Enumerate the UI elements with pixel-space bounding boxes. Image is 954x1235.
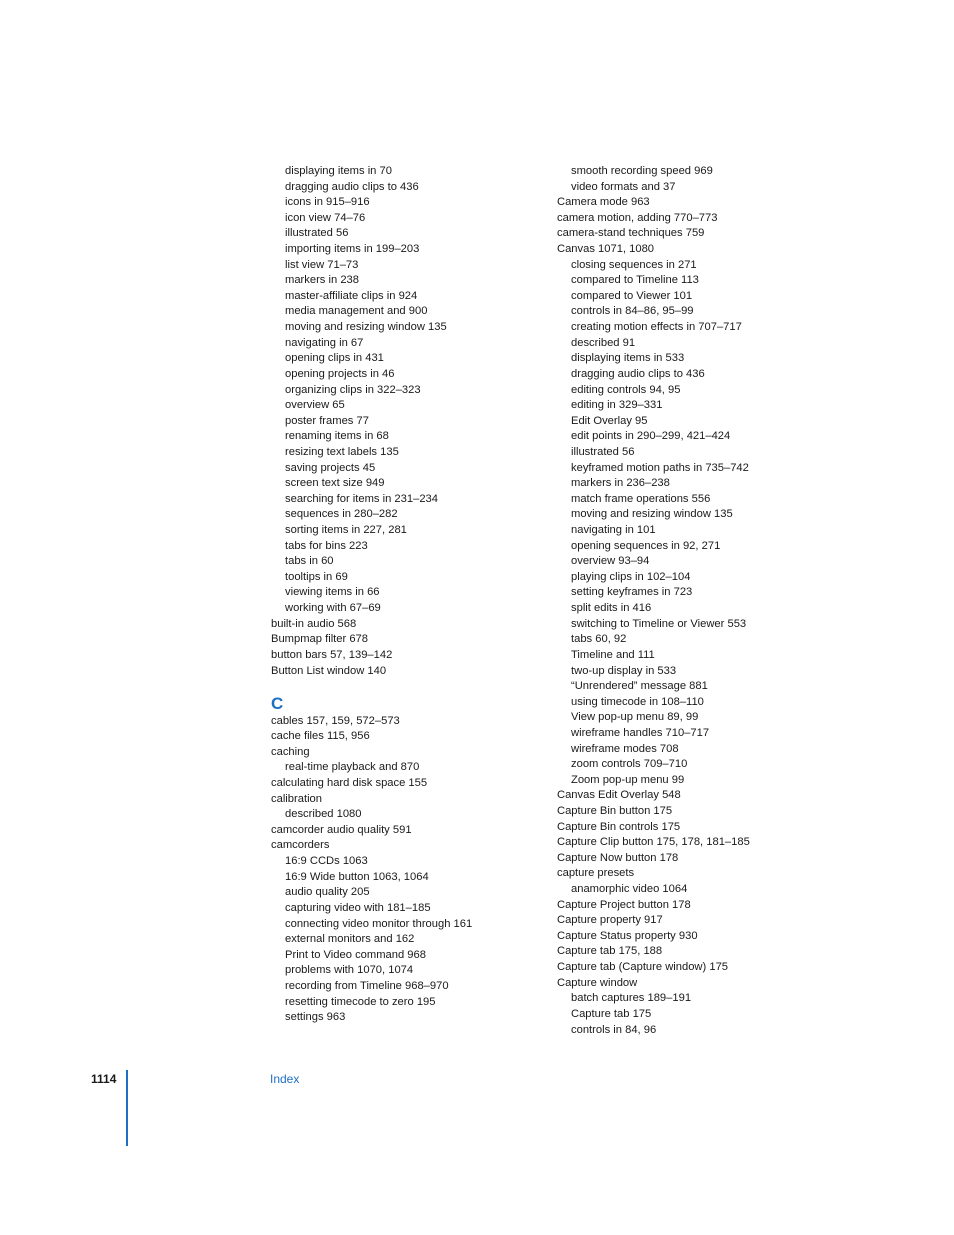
index-subentry: closing sequences in 271 [571, 258, 697, 271]
index-subentry: creating motion effects in 707–717 [571, 321, 742, 334]
index-subentry: match frame operations 556 [571, 492, 711, 505]
index-subentry: tabs 60, 92 [571, 633, 627, 646]
index-subentry: zoom controls 709–710 [571, 758, 688, 771]
index-entry: Canvas Edit Overlay 548 [557, 789, 681, 802]
index-entry: Capture Status property 930 [557, 929, 698, 942]
index-subentry: dragging audio clips to 436 [285, 180, 419, 193]
index-subentry: smooth recording speed 969 [571, 165, 713, 177]
index-subentry: tooltips in 69 [285, 570, 348, 583]
index-subentry: icons in 915–916 [285, 196, 370, 209]
index-entry: Capture tab (Capture window) 175 [557, 961, 729, 974]
index-entry: cables 157, 159, 572–573 [271, 714, 400, 727]
index-entry: calculating hard disk space 155 [271, 777, 428, 790]
index-subentry: navigating in 101 [571, 524, 656, 537]
index-entry: caching [271, 745, 310, 758]
index-subentry: batch captures 189–191 [571, 992, 692, 1005]
index-subentry: setting keyframes in 723 [571, 586, 693, 599]
index-subentry: moving and resizing window 135 [571, 508, 733, 521]
index-subentry: sorting items in 227, 281 [285, 524, 407, 537]
index-subentry: capturing video with 181–185 [285, 901, 431, 914]
index-subentry: audio quality 205 [285, 886, 370, 899]
index-subentry: two-up display in 533 [571, 664, 677, 677]
index-subentry: markers in 238 [285, 274, 359, 287]
index-subentry: working with 67–69 [285, 602, 381, 615]
index-subentry: markers in 236–238 [571, 477, 670, 490]
index-subentry: controls in 84, 96 [571, 1023, 657, 1036]
index-subentry: icon view 74–76 [285, 211, 366, 224]
index-subentry: wireframe modes 708 [571, 742, 679, 755]
index-subentry: media management and 900 [285, 305, 428, 318]
index-subentry: described 91 [571, 336, 636, 349]
index-subentry: sequences in 280–282 [285, 508, 398, 521]
footer-section-title: Index [270, 1072, 300, 1086]
index-subentry: switching to Timeline or Viewer 553 [571, 617, 747, 630]
index-entry: camera motion, adding 770–773 [557, 211, 718, 224]
index-subentry: video formats and 37 [571, 180, 676, 193]
index-subentry: overview 65 [285, 399, 345, 412]
index-subentry: screen text size 949 [285, 477, 385, 490]
index-subentry: resetting timecode to zero 195 [285, 995, 436, 1008]
index-subentry: tabs in 60 [285, 555, 334, 568]
index-subentry: real-time playback and 870 [285, 761, 420, 774]
index-entry: calibration [271, 792, 322, 805]
index-subentry: compared to Viewer 101 [571, 289, 693, 302]
index-entry: Capture property 917 [557, 914, 663, 927]
footer-divider [126, 1070, 128, 1146]
index-subentry: described 1080 [285, 808, 362, 821]
index-subentry: list view 71–73 [285, 258, 359, 271]
index-column-left [271, 164, 541, 1026]
index-entry: Capture Project button 178 [557, 898, 691, 911]
index-subentry: displaying items in 533 [571, 352, 685, 365]
index-subentry: illustrated 56 [285, 227, 349, 240]
index-entry: Capture tab 175, 188 [557, 945, 663, 958]
index-subentry: 16:9 CCDs 1063 [285, 855, 368, 868]
index-subentry: Timeline and 111 [571, 648, 655, 661]
index-entry: Bumpmap filter 678 [271, 633, 369, 646]
index-entry: button bars 57, 139–142 [271, 648, 393, 661]
index-column-right [557, 164, 797, 1038]
index-subentry: connecting video monitor through 161 [285, 917, 473, 930]
index-subentry: saving projects 45 [285, 461, 376, 474]
index-subentry: renaming items in 68 [285, 430, 389, 443]
index-subentry: moving and resizing window 135 [285, 321, 447, 334]
index-subentry: navigating in 67 [285, 336, 364, 349]
index-entry: Capture Clip button 175, 178, 181–185 [557, 836, 750, 849]
index-subentry: Print to Video command 968 [285, 948, 426, 961]
index-subentry: playing clips in 102–104 [571, 570, 691, 583]
index-entry: Button List window 140 [271, 664, 387, 677]
index-subentry: illustrated 56 [571, 445, 635, 458]
index-subentry: opening projects in 46 [285, 367, 395, 380]
index-entry: camcorder audio quality 591 [271, 823, 412, 836]
index-entry: camcorders [271, 839, 330, 852]
index-subentry: View pop-up menu 89, 99 [571, 711, 699, 724]
index-subentry: controls in 84–86, 95–99 [571, 305, 694, 318]
index-subentry: external monitors and 162 [285, 933, 415, 946]
index-subentry: resizing text labels 135 [285, 445, 399, 458]
index-subentry: “Unrendered” message 881 [571, 680, 708, 693]
index-subentry: importing items in 199–203 [285, 243, 420, 256]
index-subentry: Capture tab 175 [571, 1007, 652, 1020]
index-entry: built-in audio 568 [271, 617, 357, 630]
index-entry: Canvas 1071, 1080 [557, 243, 655, 256]
index-subentry: opening clips in 431 [285, 352, 384, 365]
index-entry: capture presets [557, 867, 635, 880]
index-entry: Capture window [557, 976, 638, 989]
index-subentry: recording from Timeline 968–970 [285, 979, 449, 992]
index-subentry: using timecode in 108–110 [571, 695, 704, 708]
index-subentry: overview 93–94 [571, 555, 650, 568]
index-subentry: Zoom pop-up menu 99 [571, 773, 685, 786]
index-entry: camera-stand techniques 759 [557, 227, 705, 240]
index-subentry: problems with 1070, 1074 [285, 964, 414, 977]
index-subentry: organizing clips in 322–323 [285, 383, 421, 396]
index-entry: Capture Now button 178 [557, 851, 679, 864]
index-subentry: displaying items in 70 [285, 165, 392, 177]
index-subentry: keyframed motion paths in 735–742 [571, 461, 749, 474]
index-subentry: opening sequences in 92, 271 [571, 539, 721, 552]
index-subentry: dragging audio clips to 436 [571, 367, 705, 380]
index-entry: Capture Bin button 175 [557, 804, 673, 817]
index-entry: Camera mode 963 [557, 196, 650, 209]
index-subentry: searching for items in 231–234 [285, 492, 438, 505]
index-subentry: edit points in 290–299, 421–424 [571, 430, 731, 443]
page-number: 1114 [91, 1072, 117, 1086]
index-subentry: settings 963 [285, 1011, 346, 1024]
index-entry: Capture Bin controls 175 [557, 820, 681, 833]
index-subentry: editing controls 94, 95 [571, 383, 681, 396]
index-subentry: poster frames 77 [285, 414, 369, 427]
index-subentry: 16:9 Wide button 1063, 1064 [285, 870, 429, 883]
index-subentry: viewing items in 66 [285, 586, 380, 599]
index-subentry: tabs for bins 223 [285, 539, 368, 552]
index-subentry: split edits in 416 [571, 602, 652, 615]
index-subentry: Edit Overlay 95 [571, 414, 648, 427]
index-subentry: compared to Timeline 113 [571, 274, 699, 287]
index-subentry: anamorphic video 1064 [571, 883, 688, 896]
index-subentry: wireframe handles 710–717 [571, 726, 710, 739]
index-entry: cache files 115, 956 [271, 730, 370, 743]
index-subentry: master-affiliate clips in 924 [285, 289, 418, 302]
index-subentry: editing in 329–331 [571, 399, 663, 412]
index-section-letter: C [271, 693, 284, 713]
